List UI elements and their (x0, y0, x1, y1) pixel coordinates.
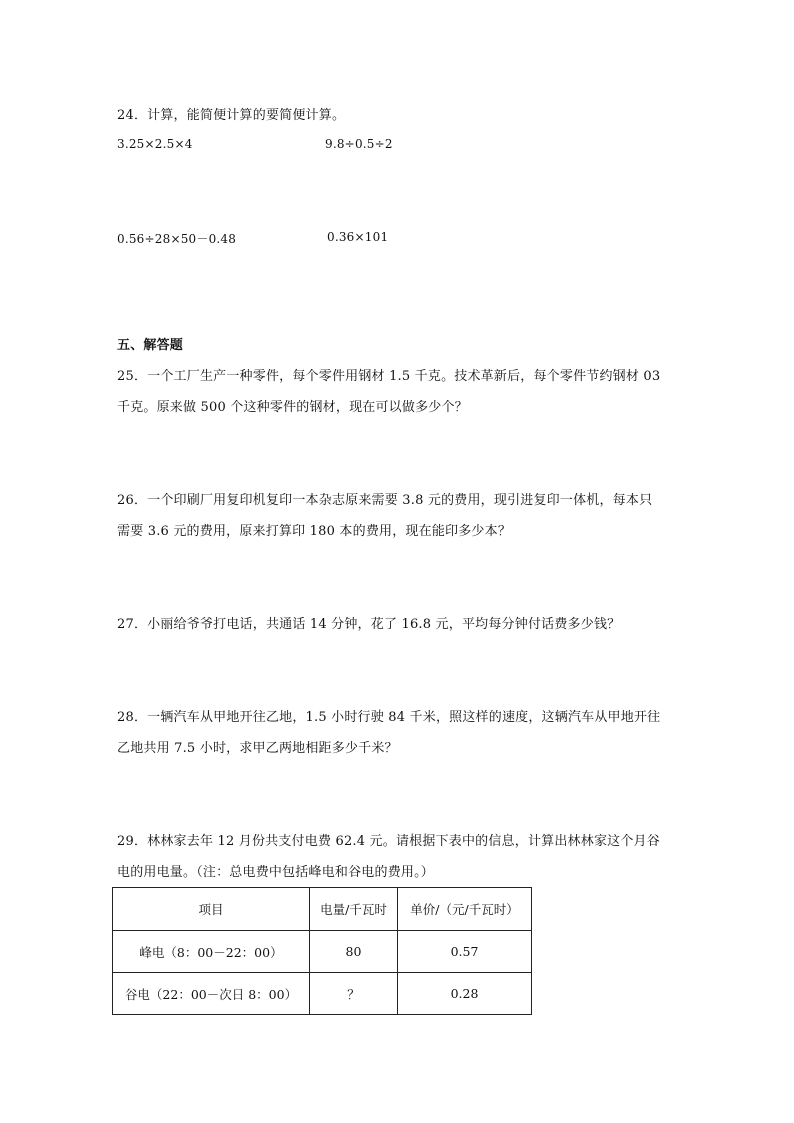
q26-line-1: 26．一个印刷厂用复印机复印一本杂志原来需要 3.8 元的费用，现引进复印一体机，每本只 (117, 493, 653, 508)
q26-line-2: 需要 3.6 元的费用，原来打算印 180 本的费用，现在能印多少本？ (117, 524, 512, 539)
table-cell: 0.28 (398, 973, 532, 1015)
q24-expression-2: 9.8÷0.5÷2 (325, 137, 393, 151)
table-header-usage: 电量/千瓦时 (310, 888, 398, 931)
table-header-item: 项目 (113, 888, 310, 931)
q24-expression-4: 0.36×101 (327, 230, 389, 244)
q27-line-1: 27．小丽给爷爷打电话，共通话 14 分钟，花了 16.8 元，平均每分钟付话费多少钱？ (117, 617, 621, 632)
table-header-price: 单价/（元/千瓦时） (398, 888, 532, 931)
q28-line-1: 28．一辆汽车从甲地开往乙地，1.5 小时行驶 84 千米，照这样的速度，这辆汽车从甲地开往 (117, 710, 661, 725)
electricity-table (112, 887, 532, 1015)
q29-line-1: 29．林林家去年 12 月份共支付电费 62.4 元。请根据下表中的信息，计算出林林家这个月谷 (117, 834, 660, 849)
q24-title: 24．计算，能简便计算的要简便计算。 (117, 108, 346, 123)
table-cell: 谷电（22：00－次日 8：00） (113, 973, 310, 1015)
q25-line-2: 千克。原来做 500 个这种零件的钢材，现在可以做多少个？ (117, 400, 468, 415)
section-heading: 五、解答题 (117, 338, 184, 353)
table-cell: 0.57 (398, 931, 532, 973)
table-row (113, 973, 532, 1015)
table-cell: ？ (310, 973, 398, 1015)
q25-line-1: 25．一个工厂生产一种零件，每个零件用钢材 1.5 千克。技术革新后，每个零件节约钢材 03 (117, 369, 661, 384)
table-row (113, 931, 532, 973)
table-cell: 峰电（8：00－22：00） (113, 931, 310, 973)
q24-expression-3: 0.56÷28×50－0.48 (117, 232, 237, 246)
table-cell: 80 (310, 931, 398, 973)
q24-expression-1: 3.25×2.5×4 (117, 137, 193, 151)
table-header-row (113, 888, 532, 931)
q28-line-2: 乙地共用 7.5 小时，求甲乙两地相距多少千米？ (117, 741, 398, 756)
q29-line-2: 电的用电量。（注：总电费中包括峰电和谷电的费用。） (117, 865, 435, 880)
